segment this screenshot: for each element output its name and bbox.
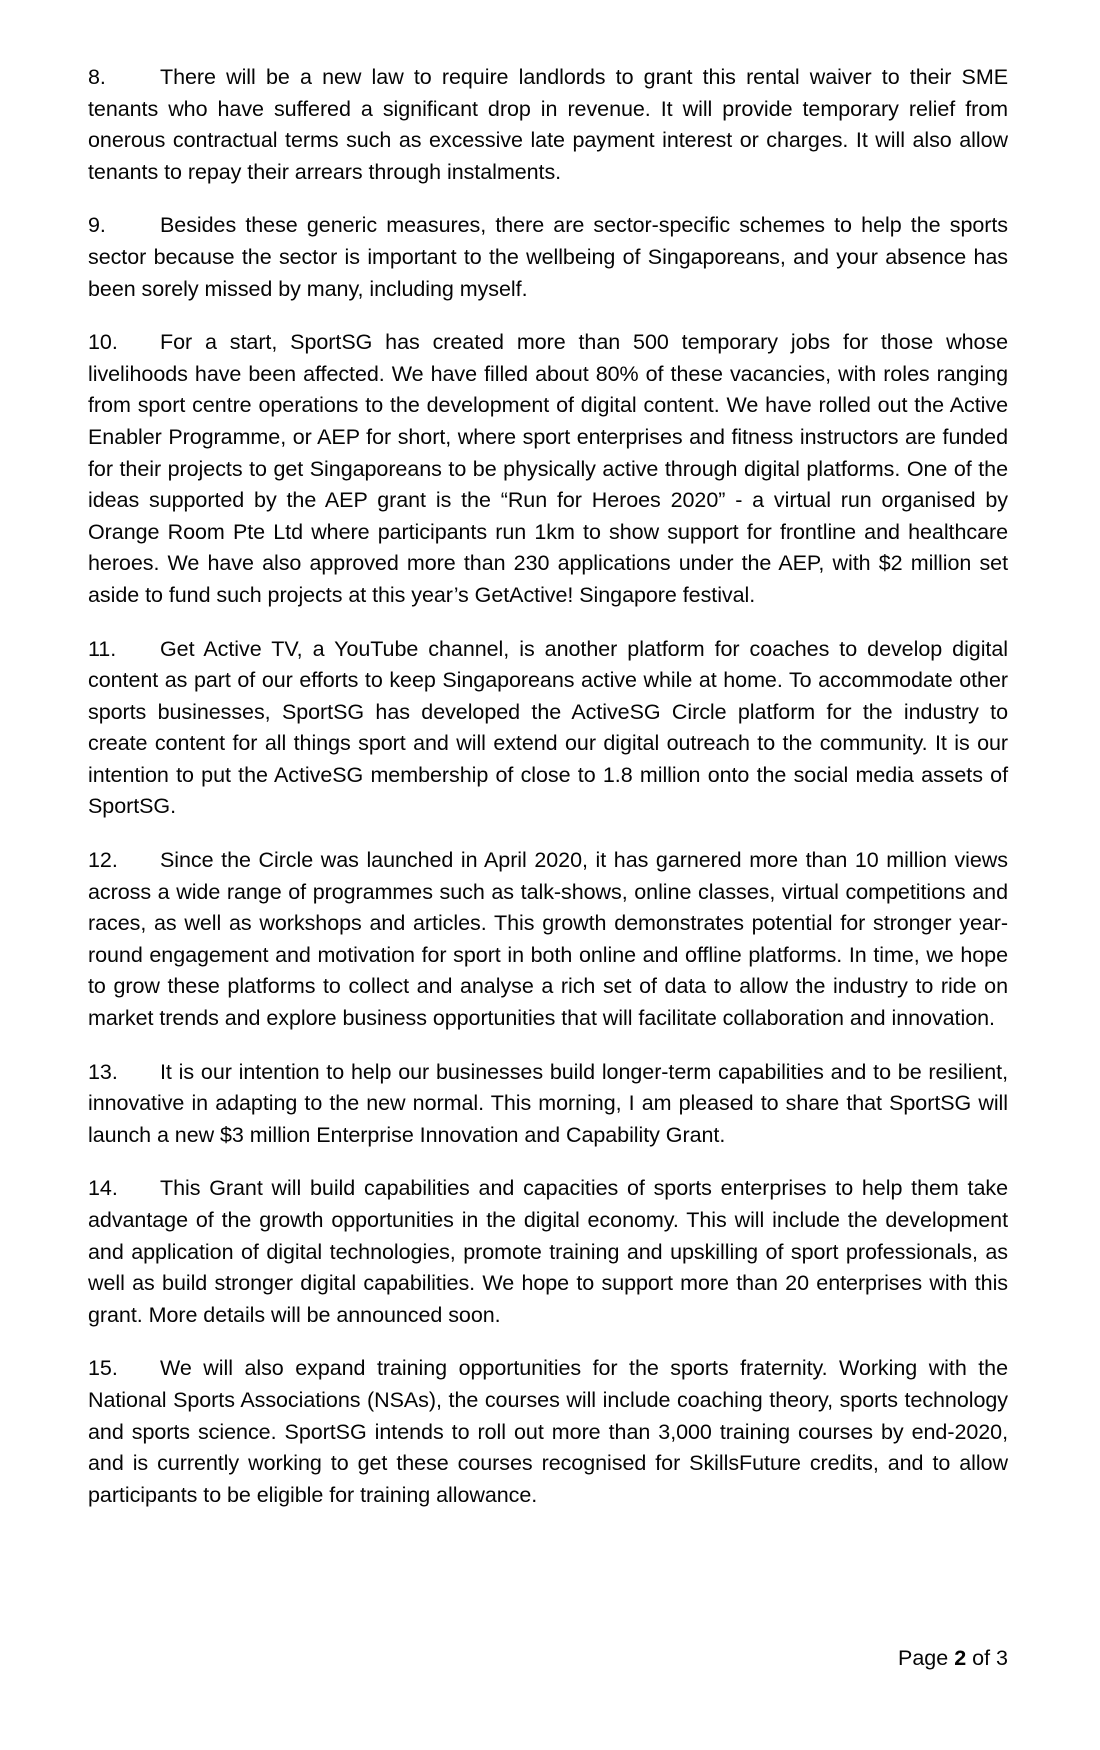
paragraph-15 [88,1353,1008,1511]
paragraph-text: Besides these generic measures, there are sector-specific schemes to help the sports sector because the sector is important to the wellbeing of Singaporeans, and your absence has been sorely missed by many, including myself. [88,213,1008,301]
paragraph-11 [88,634,1008,824]
paragraph-14 [88,1173,1008,1331]
paragraph-text: There will be a new law to require landlords to grant this rental waiver to their SME tenants who have suffered a significant drop in revenue. It will provide temporary relief from onerous contractual terms such as excessive late payment interest or charges. It will also allow tenants to repay their arrears through instalments. [88,65,1008,184]
paragraph-text: It is our intention to help our businesses build longer-term capabilities and to be resilient, innovative in adapting to the new normal. This morning, I am pleased to share that SportSG will launch a new $3 million Enterprise Innovation and Capability Grant. [88,1059,1008,1147]
paragraph-text: This Grant will build capabilities and capacities of sports enterprises to help them take advantage of the growth opportunities in the digital economy. This will include the development and application of digital technologies, promote training and upskilling of sport professionals, as well as build stronger digital capabilities. We hope to support more than 20 enterprises with this grant. More details will be announced soon. [88,1176,1008,1327]
page-footer [88,1644,1008,1672]
paragraph-number: 9. [88,213,106,238]
paragraph-number: 11. [88,636,117,661]
paragraph-13 [88,1057,1008,1152]
paragraph-text: Since the Circle was launched in April 2020, it has garnered more than 10 million views across a wide range of programmes such as talk-shows, online classes, virtual competitions and races, as well as workshops and articles. This growth demonstrates potential for stronger year-round engagement and motivation for sport in both online and offline platforms. In time, we hope to grow these platforms to collect and analyse a rich set of data to allow the industry to ride on market trends and explore business opportunities that will facilitate collaboration and innovation. [88,848,1008,1031]
paragraph-9 [88,210,1008,305]
paragraph-number: 12. [88,848,118,873]
paragraph-number: 10. [88,330,118,355]
footer-page-number: 2 [954,1646,967,1670]
paragraph-number: 13. [88,1059,118,1084]
footer-prefix: Page [898,1646,955,1670]
paragraph-number: 8. [88,65,106,89]
document-body [88,62,1008,1511]
paragraph-text: Get Active TV, a YouTube channel, is another platform for coaches to develop digital content as part of our efforts to keep Singaporeans active while at home. To accommodate other sports businesses, SportSG has developed the ActiveSG Circle platform for the industry to create content for all things sport and will extend our digital outreach to the community. It is our intention to put the ActiveSG membership of close to 1.8 million onto the social media assets of SportSG. [88,636,1008,819]
paragraph-8 [88,62,1008,188]
paragraph-text: We will also expand training opportunities for the sports fraternity. Working with the National Sports Associations (NSAs), the courses will include coaching theory, sports technology and sports science. SportSG intends to roll out more than 3,000 training courses by end-2020, and is currently working to get these courses recognised for SkillsFuture credits, and to allow participants to be eligible for training allowance. [88,1356,1008,1507]
footer-suffix: of 3 [966,1646,1008,1670]
paragraph-number: 15. [88,1356,118,1381]
paragraph-10 [88,327,1008,611]
paragraph-number: 14. [88,1176,118,1201]
paragraph-text: For a start, SportSG has created more than 500 temporary jobs for those whose livelihoods have been affected. We have filled about 80% of these vacancies, with roles ranging from sport centre operations to the development of digital content. We have rolled out the Active Enabler Programme, or AEP for short, where sport enterprises and fitness instructors are funded for their projects to get Singaporeans to be physically active through digital platforms. One of the ideas supported by the AEP grant is the “Run for Heroes 2020” - a virtual run organised by Orange Room Pte Ltd where participants run 1km to show support for frontline and healthcare heroes. We have also approved more than 230 applications under the AEP, with $2 million set aside to fund such projects at this year’s GetActive! Singapore festival. [88,330,1008,607]
paragraph-12 [88,845,1008,1035]
